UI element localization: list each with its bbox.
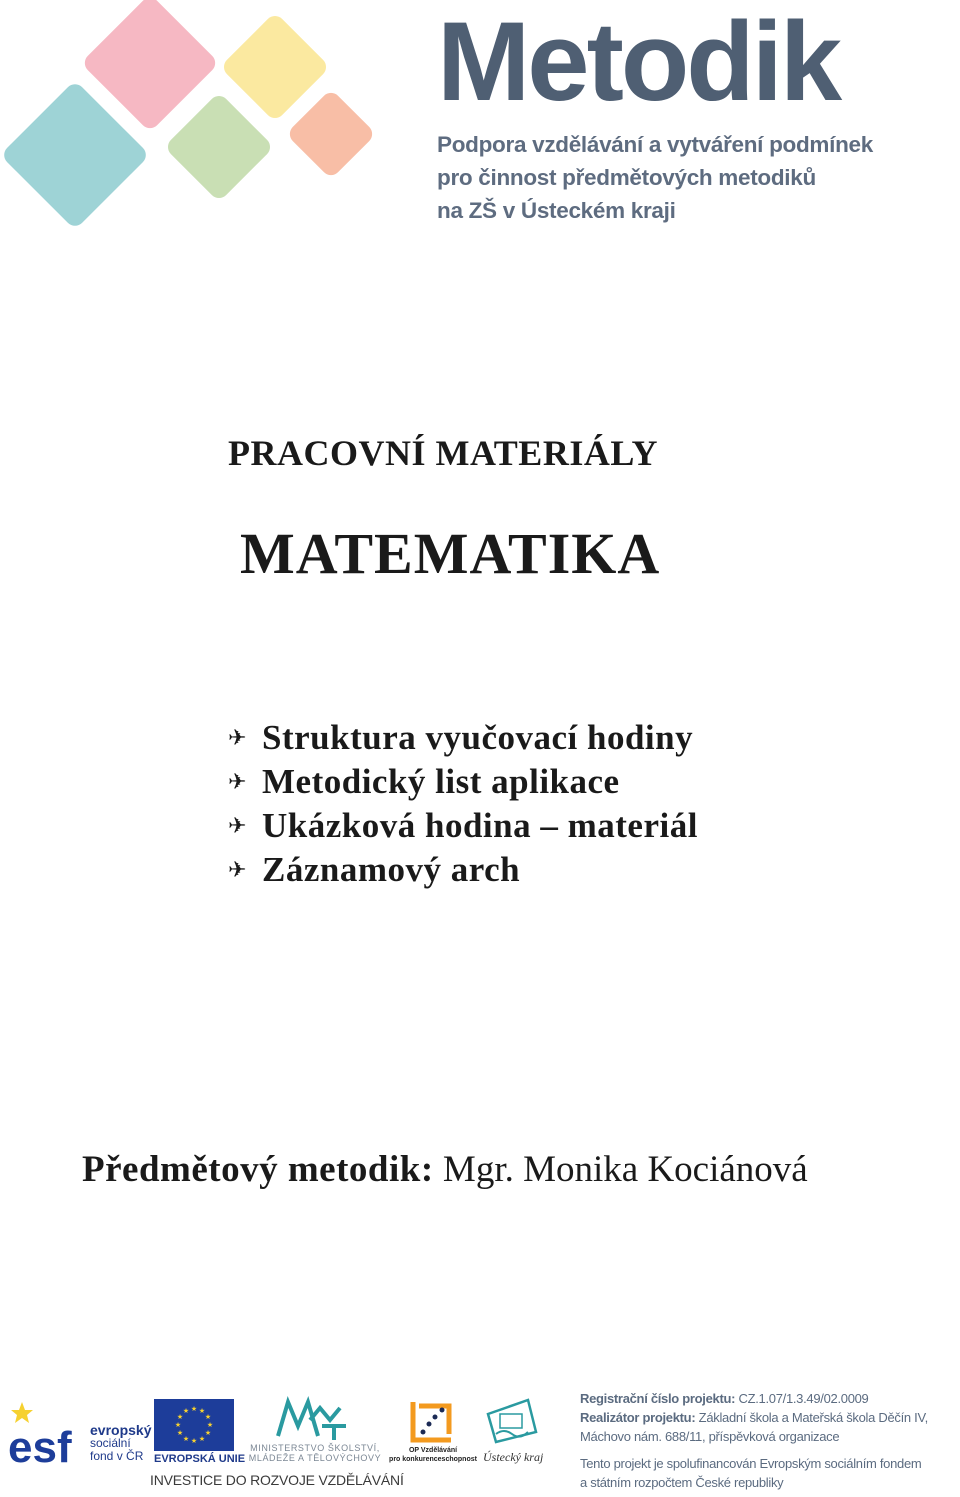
realizer-line — [580, 1408, 958, 1427]
svg-text:★: ★ — [190, 1405, 198, 1413]
esf-logo — [8, 1398, 86, 1464]
svg-text:★: ★ — [176, 1429, 184, 1437]
cofinance-line: a státním rozpočtem České republiky — [580, 1475, 784, 1490]
airplane-icon: ✈ — [228, 769, 247, 794]
svg-text:★: ★ — [182, 1407, 190, 1415]
registration-label: Registrační číslo projektu: — [580, 1391, 736, 1406]
registration-value: CZ.1.07/1.3.49/02.0009 — [738, 1391, 869, 1406]
brand-subtitle-line: Podpora vzdělávání a vytváření podmínek — [437, 132, 873, 157]
svg-text:★: ★ — [198, 1407, 206, 1415]
svg-text:esf: esf — [8, 1423, 72, 1464]
author-line — [82, 1148, 808, 1191]
svg-text:★: ★ — [174, 1421, 182, 1429]
topic-text: Struktura vyučovací hodiny — [262, 718, 694, 757]
svg-text:★: ★ — [206, 1421, 214, 1429]
topic-text: Ukázková hodina – materiál — [262, 806, 698, 845]
cofinance-line: Tento projekt je spolufinancován Evropským sociálním fondem — [580, 1456, 922, 1471]
investice-tagline: INVESTICE DO ROZVOJE VZDĚLÁVÁNÍ — [150, 1472, 404, 1488]
msmt-text — [240, 1443, 390, 1463]
author-label: Předmětový metodik: — [82, 1149, 434, 1190]
svg-text:★: ★ — [190, 1437, 198, 1445]
usti-region-logo — [484, 1398, 540, 1444]
svg-text:★: ★ — [204, 1413, 212, 1421]
topic-list — [228, 716, 698, 892]
realizer-address: Máchovo nám. 688/11, příspěvková organizace — [580, 1429, 840, 1444]
airplane-icon: ✈ — [228, 725, 247, 750]
topic-item — [228, 716, 698, 760]
topic-item — [228, 848, 698, 892]
realizer-value: Základní škola a Mateřská škola Děčín IV, — [698, 1410, 928, 1425]
brand-title: Metodik — [437, 0, 840, 124]
document-label: PRACOVNÍ MATERIÁLY — [228, 433, 659, 473]
esf-line: sociální — [90, 1436, 131, 1450]
msmt-line: MINISTERSTVO ŠKOLSTVÍ, — [250, 1443, 380, 1453]
author-name: Mgr. Monika Kociánová — [442, 1149, 808, 1190]
brand-subtitle — [437, 128, 897, 227]
airplane-icon: ✈ — [228, 813, 247, 838]
msmt-logo — [274, 1396, 350, 1442]
esf-line: fond v ČR — [90, 1449, 144, 1463]
op-line: OP Vzdělávání — [408, 1447, 458, 1454]
esf-line: evropský — [90, 1422, 152, 1438]
topic-text: Metodický list aplikace — [262, 762, 620, 801]
svg-text:★: ★ — [198, 1435, 206, 1443]
op-logo — [405, 1398, 457, 1444]
usti-region-label: Ústecký kraj — [483, 1450, 544, 1464]
svg-text:★: ★ — [182, 1435, 190, 1443]
green-diamond — [164, 92, 274, 202]
svg-text:★: ★ — [176, 1413, 184, 1421]
brand-subtitle-line: na ZŠ v Ústeckém kraji — [437, 198, 676, 223]
eu-label: EVROPSKÁ UNIE — [154, 1453, 246, 1465]
topic-text: Záznamový arch — [262, 850, 521, 889]
salmon-diamond — [286, 89, 377, 180]
esf-text — [90, 1424, 151, 1463]
brand-subtitle-line: pro činnost předmětových metodiků — [437, 165, 816, 190]
project-info — [580, 1389, 958, 1492]
topic-item — [228, 760, 698, 804]
document-subject: MATEMATIKA — [240, 521, 661, 586]
eu-flag-icon — [154, 1399, 234, 1451]
airplane-icon: ✈ — [228, 857, 247, 882]
svg-text:★: ★ — [204, 1429, 212, 1437]
msmt-line: MLÁDEŽE A TĚLOVÝCHOVY — [248, 1453, 382, 1463]
op-line: pro konkurenceschopnost — [389, 1456, 477, 1463]
registration-line — [580, 1389, 958, 1408]
topic-item — [228, 804, 698, 848]
realizer-label: Realizátor projektu: — [580, 1410, 696, 1425]
cofinance-note — [580, 1454, 958, 1492]
op-text — [388, 1446, 478, 1464]
